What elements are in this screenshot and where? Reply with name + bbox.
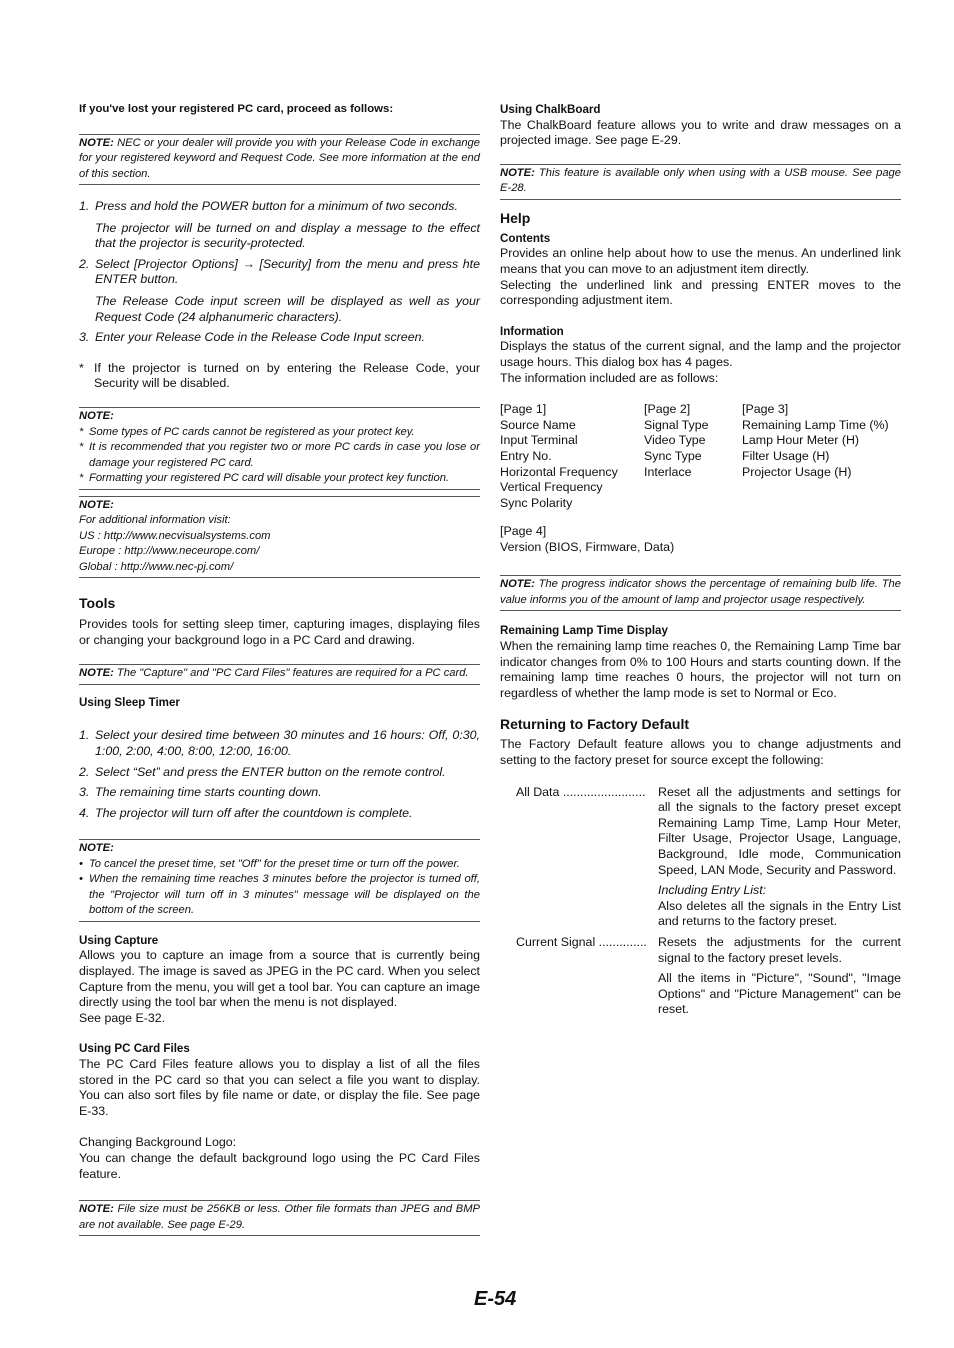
info-page-4: [Page 4] Version (BIOS, Firmware, Data) — [500, 524, 675, 554]
step-item — [79, 257, 480, 288]
information-text-2: The information included are as follows: — [500, 370, 719, 385]
step-number: 1. — [79, 199, 90, 214]
note-sleep-timer — [79, 839, 480, 922]
note-item: • To cancel the preset time, set "Off" for the preset time or turn off the power. — [79, 857, 460, 870]
step-text: Select [Projector Options] → [Security] from the menu and press hte ENTER button. — [95, 256, 480, 287]
note-text: NEC or your dealer will provide you with your Release Code in exchange for your registered keyword and Request Code. See more information at the end of this section. — [79, 136, 480, 180]
info-page-2: [Page 2] Signal Type Video Type Sync Type Interlace — [644, 402, 709, 479]
security-disabled-note — [79, 361, 480, 392]
website-link-us[interactable]: US : http://www.necvisualsystems.com — [79, 529, 271, 542]
capture-heading: Using Capture — [79, 933, 159, 947]
step-item: 3. The remaining time starts counting down. — [79, 785, 322, 800]
chalkboard-heading: Using ChalkBoard — [500, 103, 601, 116]
remaining-lamp-text: When the remaining lamp time reaches 0, the Remaining Lamp Time bar indicator changes from 0% to 100 Hours and starts counting down. If the remaining lamp time reaches 0 hours, the projector will not turn on regardless of whether the lamp mode is set to Normal or Eco. — [500, 639, 901, 700]
factory-default-heading: Returning to Factory Default — [500, 716, 690, 733]
step-number: 3. — [79, 330, 90, 345]
asterisk-mark: * — [79, 360, 84, 375]
step-item: 1. Select your desired time between 30 minutes and 16 hours: Off, 0:30, 1:00, 2:00, 4:00, 8:00, 12:00, 16:00. — [79, 728, 480, 758]
note-label: NOTE: — [79, 498, 114, 511]
right-column — [500, 102, 901, 1018]
step-item — [79, 199, 480, 215]
note-text: The progress indicator shows the percentage of remaining bulb life. The value informs you of the amount of lamp and projector usage respectively. — [500, 578, 901, 606]
def-desc: Resets the adjustments for the current signal to the factory preset levels. All the items in "Picture", "Sound", "Image Options" and "Picture Management" can be reset. — [658, 934, 901, 1017]
page-number: E-54 — [474, 1288, 517, 1310]
sleep-steps — [79, 728, 480, 821]
def-term: Current Signal .............. — [516, 934, 647, 949]
step-item: 2. Select “Set” and press the ENTER button on the remote control. — [79, 764, 446, 779]
def-current-signal — [516, 935, 901, 1018]
step-number: 2. — [79, 256, 90, 271]
step-text: Enter your Release Code in the Release Code Input screen. — [95, 330, 425, 345]
contents-text: Provides an online help about how to use the menus. An underlined link means that you can move to an adjustment item directly. — [500, 246, 901, 276]
note-label: NOTE: — [79, 842, 114, 855]
information-heading: Information — [500, 324, 564, 338]
information-pages — [500, 402, 901, 511]
note-capture-requirement — [79, 664, 480, 685]
note-file-size — [79, 1200, 480, 1236]
note-label: NOTE: — [79, 1203, 114, 1216]
note-text: File size must be 256KB or less. Other file formats than JPEG and BMP are not available. See page E-29. — [79, 1203, 480, 1231]
note-item: * It is recommended that you register two or more PC cards in case you lose or damage your registered PC card. — [79, 441, 480, 469]
note-text: The "Capture" and "PC Card Files" features are required for a PC card. — [113, 667, 469, 680]
pc-card-files-heading: Using PC Card Files — [79, 1042, 190, 1056]
background-logo-heading: Changing Background Logo: — [79, 1135, 237, 1150]
step-text: Press and hold the POWER button for a minimum of two seconds. — [95, 199, 458, 214]
website-link-global[interactable]: Global : http://www.nec-pj.com/ — [79, 560, 234, 573]
help-heading: Help — [500, 209, 531, 226]
note-line: For additional information visit: — [79, 514, 231, 527]
note-item: • When the remaining time reaches 3 minutes before the projector is turned off, the "Projector will turn off in 3 minutes" message will be displayed on the bottom of the screen. — [79, 873, 480, 917]
lost-card-heading: If you've lost your registered PC card, proceed as follows: — [79, 103, 394, 115]
entry-list-desc: Also deletes all the signals in the Entry List and returns to the factory preset. — [658, 898, 901, 929]
def-desc: Reset all the adjustments and settings for all the signals to the factory preset except Remaining Lamp Time, Lamp Hour Meter, Filter Usage, Projector Usage, Language, Background, Idle mode, Communication Speed, LAN Mode, Security and Password. Including Entry List: Also deletes all the signals in the Entry List and returns to the factory preset. — [658, 784, 901, 929]
step-continuation: The Release Code input screen will be displayed as well as your Request Code (24 alphanumeric characters). — [95, 294, 480, 324]
note-pc-cards — [79, 407, 480, 490]
step-continuation: The projector will be turned on and display a message to the effect that the projector is security-protected. — [95, 220, 480, 251]
step-item: 4. The projector will turn off after the countdown is complete. — [79, 805, 413, 820]
contents-heading: Contents — [500, 231, 551, 245]
tools-heading: Tools — [79, 595, 116, 612]
note-label: NOTE: — [500, 166, 535, 179]
note-label: NOTE: — [79, 136, 114, 149]
step-item — [79, 330, 480, 346]
capture-text: Allows you to capture an image from a source that is currently being displayed. The image is saved as JPEG in the PC card. When you select Capture from the menu, you will get a tool bar. You can capture an image directly using the tool bar when the menu is not displayed. — [79, 948, 480, 1010]
contents-text-2: Selecting the underlined link and pressing ENTER moves to the corresponding adjustment item. — [500, 277, 901, 308]
note-label: NOTE: — [79, 667, 114, 680]
note-text: This feature is available only when using with a USB mouse. See page E-28. — [500, 166, 901, 195]
note-item: * Some types of PC cards cannot be registered as your protect key. — [79, 425, 415, 438]
def-term: All Data ........................ — [516, 784, 646, 799]
note-release-code — [79, 134, 480, 186]
information-text: Displays the status of the current signal, and the lamp and the projector usage hours. This dialog box has 4 pages. — [500, 339, 901, 369]
note-usb-mouse — [500, 164, 901, 200]
sleep-timer-heading: Using Sleep Timer — [79, 695, 180, 709]
note-label: NOTE: — [500, 578, 535, 591]
note-progress-indicator — [500, 575, 901, 611]
entry-list-label: Including Entry List: — [658, 883, 767, 898]
chalkboard-text: The ChalkBoard feature allows you to write and draw messages on a projected image. See page E-29. — [500, 117, 901, 148]
note-label: NOTE: — [79, 410, 114, 423]
info-page-1: [Page 1] Source Name Input Terminal Entry No. Horizontal Frequency Vertical Frequency Sync Polarity — [500, 402, 618, 510]
info-page-3: [Page 3] Remaining Lamp Time (%) Lamp Hour Meter (H) Filter Usage (H) Projector Usage (H) — [742, 402, 889, 479]
tools-text: Provides tools for setting sleep timer, capturing images, displaying files or changing your background logo in a PC Card and drawing. — [79, 617, 480, 647]
background-logo-text: You can change the default background logo using the PC Card Files feature. — [79, 1150, 480, 1181]
star-text: If the projector is turned on by entering the Release Code, your Security will be disabled. — [94, 360, 480, 391]
capture-see-page: See page E-32. — [79, 1010, 166, 1025]
website-link-europe[interactable]: Europe : http://www.neceurope.com/ — [79, 545, 260, 558]
pc-card-files-text: The PC Card Files feature allows you to display a list of all the files stored in the PC card so that you can select a file you want to display. You can also sort files by file name or date, or display the file. See page E-33. — [79, 1056, 480, 1118]
remaining-lamp-heading: Remaining Lamp Time Display — [500, 624, 668, 638]
left-column — [79, 102, 480, 1236]
release-steps — [79, 199, 480, 346]
def-all-data — [516, 785, 901, 930]
note-item: * Formatting your registered PC card will disable your protect key function. — [79, 472, 450, 485]
note-websites — [79, 496, 480, 579]
factory-default-text: The Factory Default feature allows you to change adjustments and setting to the factory preset for source except the following: — [500, 737, 901, 768]
